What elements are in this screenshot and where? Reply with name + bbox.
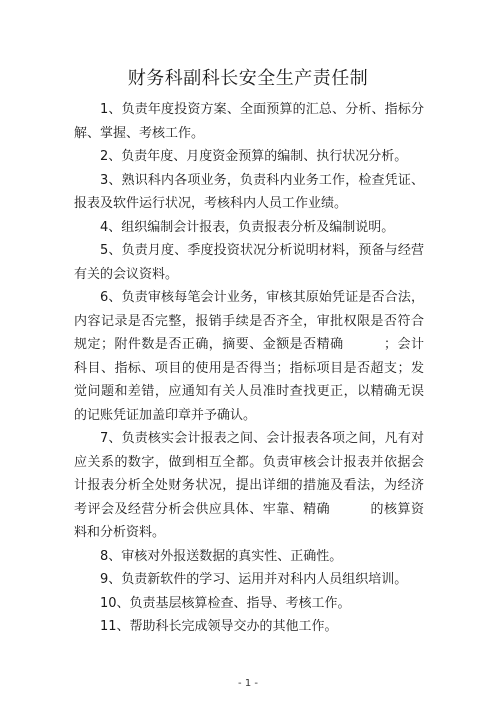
paragraph-10: 10、负责基层核算检查、指导、考核工作。 <box>100 595 351 611</box>
paragraph-6: 6、负责审核每笔会计业务，审核其原始凭证是否合法，内容记录是否完整，报销手续是否齐全，审批权限是否符合规定；附件数是否正确，摘要、金额是否精确 ；会计科目、指标、项目的使用是否得当；指标项目是否超支；发觉问题和差错，应通知有关人员准时查找更正，以精确无误的记账凭证加盖印章并予确认。 <box>74 290 424 423</box>
document-title: 财务科副科长安全生产责任制 <box>127 68 369 89</box>
paragraph-11: 11、帮助科长完成领导交办的其他工作。 <box>100 619 338 634</box>
paragraph-8: 8、审核对外报送数据的真实性、正确性。 <box>100 548 343 564</box>
paragraph-5: 5、负责月度、季度投资状况分析说明材料，预备与经营有关的会议资料。 <box>74 243 424 282</box>
paragraph-4: 4、组织编制会计报表，负责报表分析及编制说明。 <box>100 219 395 235</box>
paragraph-9: 9、负责新软件的学习、运用并对科内人员组织培训。 <box>100 572 408 587</box>
paragraph-2: 2、负责年度、月度资金预算的编制、执行状况分析。 <box>100 149 408 164</box>
document-body <box>74 98 424 639</box>
paragraph-7: 7、负责核实会计报表之间、会计报表各项之间，凡有对应关系的数字，做到相互全都。负责审核会计报表并依据会计报表分析全处财务状况，提出详细的措施及看法，为经济考评会及经营分析会供应具体、牢靠、精确 的核算资料和分析资料。 <box>74 431 424 540</box>
page-number: - 1 - <box>238 678 258 689</box>
paragraph-1: 1、负责年度投资方案、全面预算的汇总、分析、指标分解、掌握、考核工作。 <box>74 102 424 141</box>
paragraph-3: 3、熟识科内各项业务，负责科内业务工作，检查凭证、报表及软件运行状况，考核科内人员工作业绩。 <box>74 172 424 211</box>
